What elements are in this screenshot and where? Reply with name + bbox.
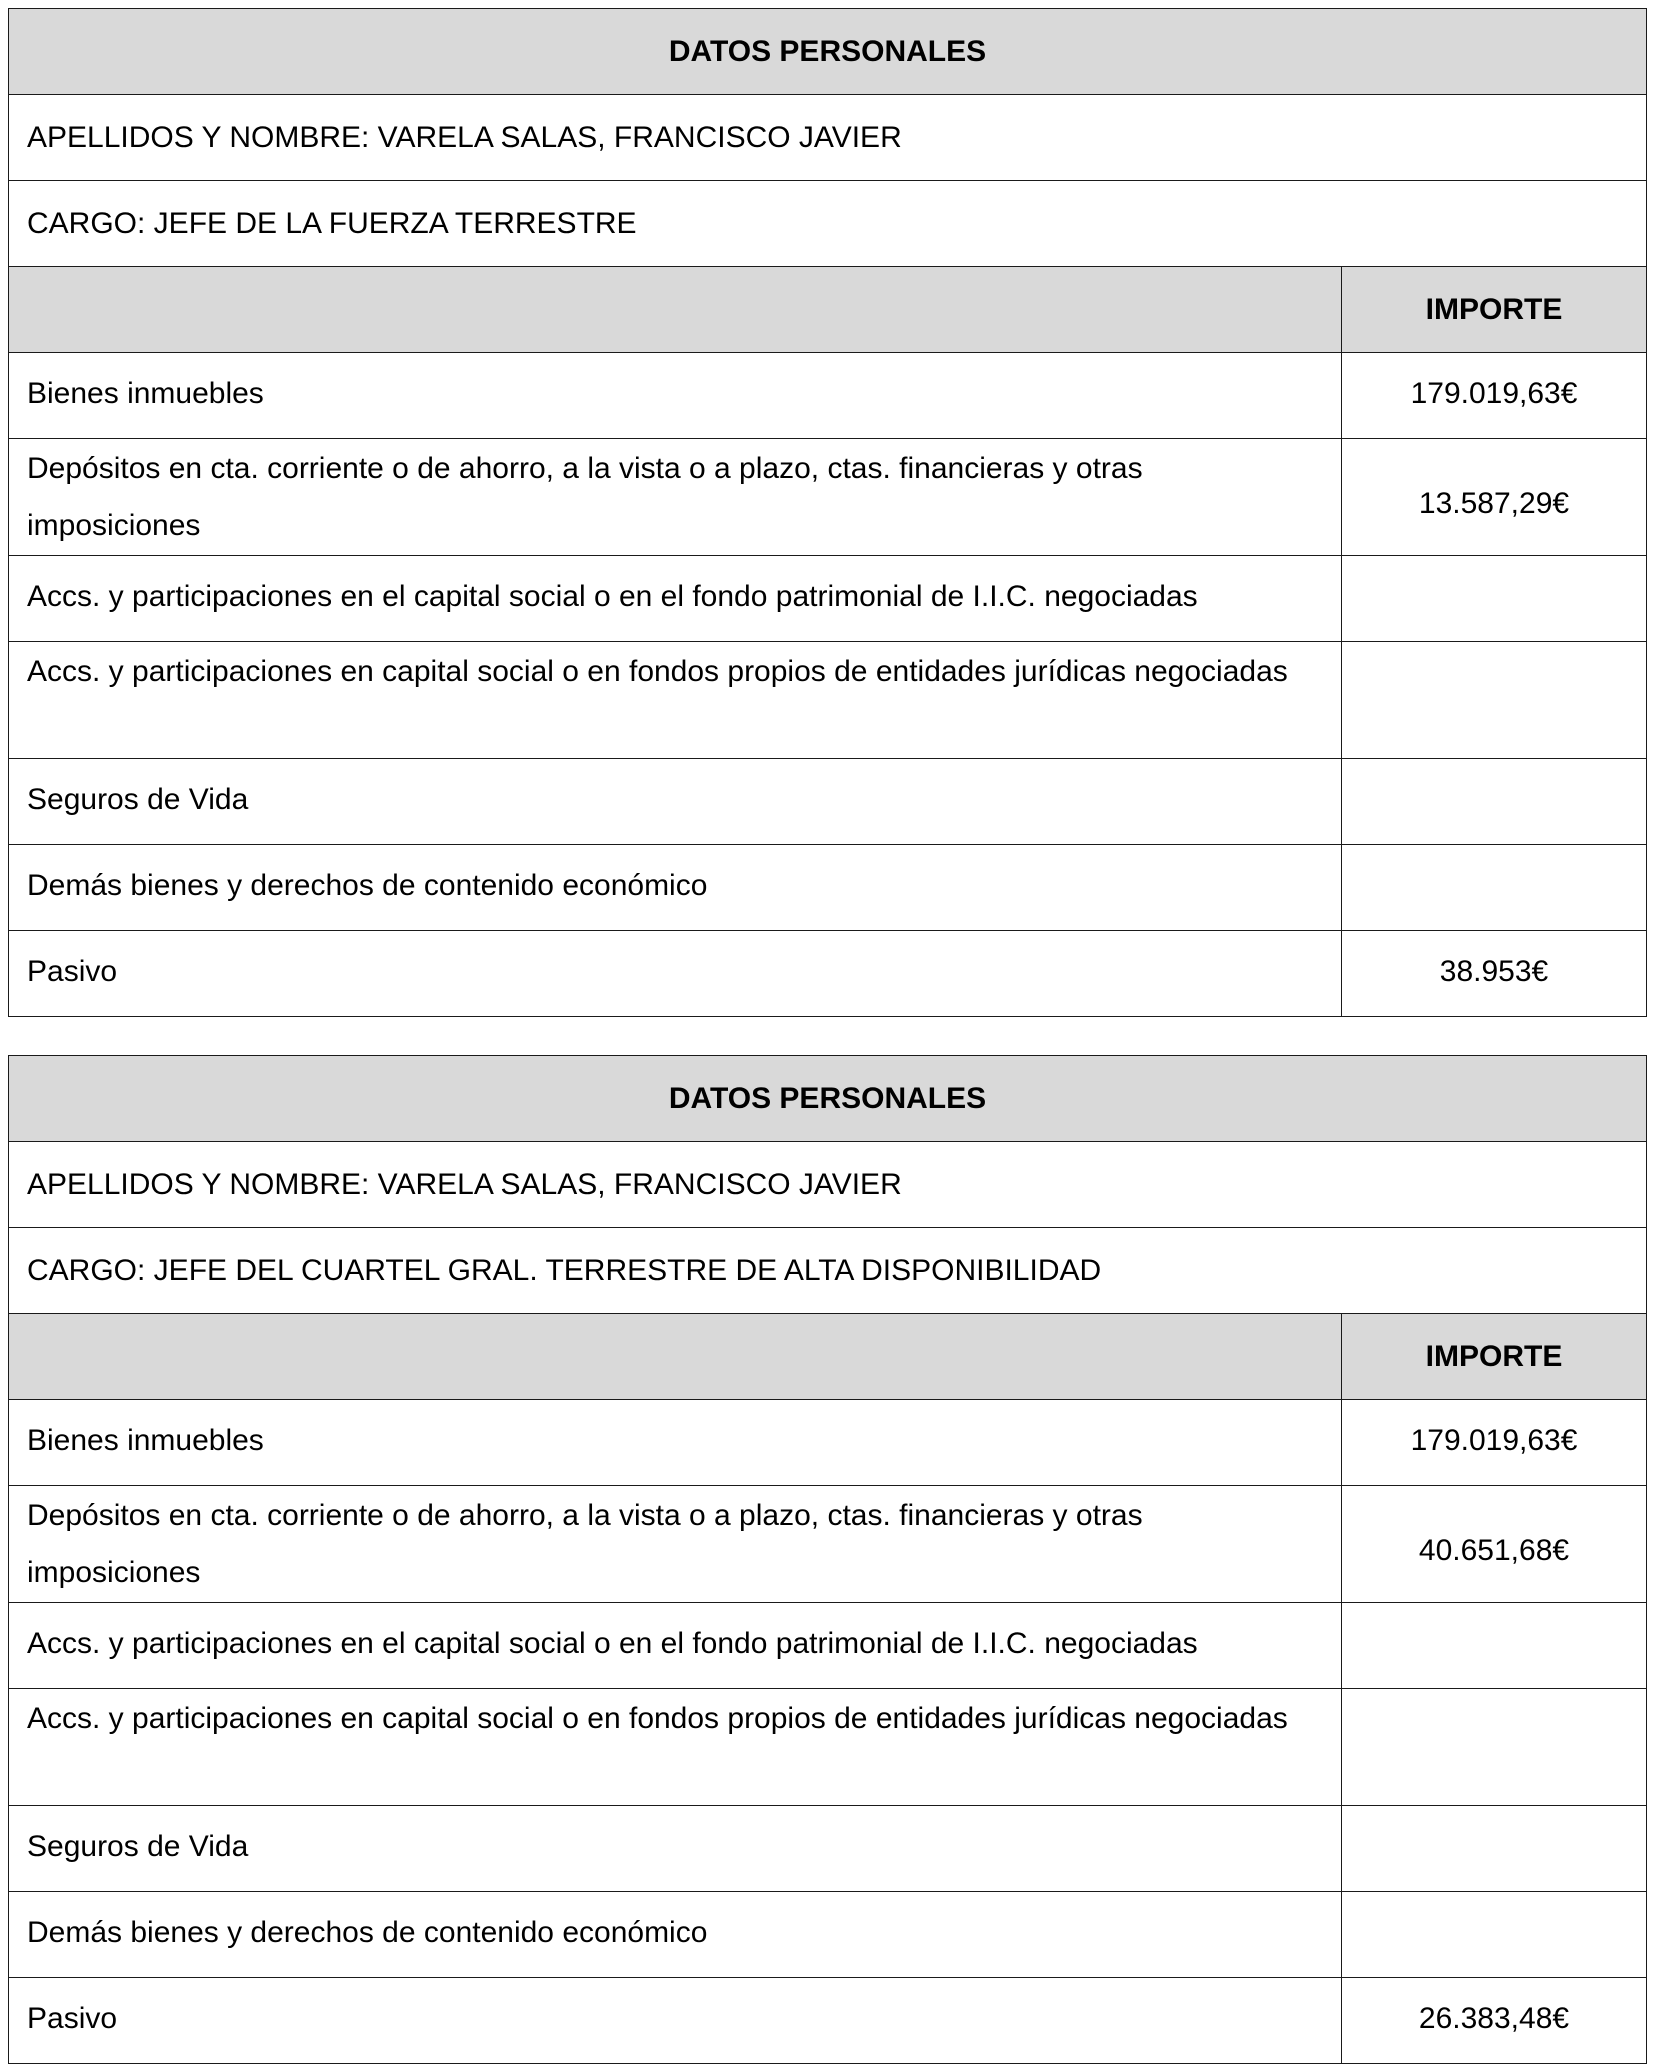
table-row: [9, 1892, 1647, 1978]
row-label: Accs. y participaciones en capital social o en fondos propios de entidades jurídicas negociadas: [9, 1689, 1342, 1806]
row-amount: 40.651,68€: [1342, 1486, 1647, 1603]
row-amount: 179.019,63€: [1342, 1400, 1647, 1486]
table-row: [9, 931, 1647, 1017]
table-row: [9, 1603, 1647, 1689]
row-label: Demás bienes y derechos de contenido económico: [9, 1892, 1342, 1978]
row-label: Pasivo: [9, 931, 1342, 1017]
name-row: [9, 1142, 1647, 1228]
title-row: [9, 1056, 1647, 1142]
position: CARGO: JEFE DE LA FUERZA TERRESTRE: [9, 181, 1647, 267]
row-amount: [1342, 1892, 1647, 1978]
position: CARGO: JEFE DEL CUARTEL GRAL. TERRESTRE DE ALTA DISPONIBILIDAD: [9, 1228, 1647, 1314]
name-row: [9, 95, 1647, 181]
row-label: Accs. y participaciones en capital social o en fondos propios de entidades jurídicas negociadas: [9, 642, 1342, 759]
amount-column-header: IMPORTE: [1342, 267, 1647, 353]
row-amount: 179.019,63€: [1342, 353, 1647, 439]
row-amount: 38.953€: [1342, 931, 1647, 1017]
table-row: [9, 556, 1647, 642]
row-amount: [1342, 759, 1647, 845]
row-amount: [1342, 1806, 1647, 1892]
table-row: [9, 439, 1647, 556]
full-name: APELLIDOS Y NOMBRE: VARELA SALAS, FRANCISCO JAVIER: [9, 95, 1647, 181]
full-name: APELLIDOS Y NOMBRE: VARELA SALAS, FRANCISCO JAVIER: [9, 1142, 1647, 1228]
row-amount: 13.587,29€: [1342, 439, 1647, 556]
table-row: [9, 759, 1647, 845]
label-column-header: [9, 267, 1342, 353]
table-row: [9, 1806, 1647, 1892]
row-amount: [1342, 845, 1647, 931]
row-label: Demás bienes y derechos de contenido económico: [9, 845, 1342, 931]
row-label: Bienes inmuebles: [9, 1400, 1342, 1486]
table-row: [9, 1978, 1647, 2064]
row-amount: [1342, 1689, 1647, 1806]
table-row: [9, 1400, 1647, 1486]
row-label: Pasivo: [9, 1978, 1342, 2064]
table-row: [9, 1486, 1647, 1603]
row-amount: [1342, 642, 1647, 759]
position-row: [9, 181, 1647, 267]
row-label: Depósitos en cta. corriente o de ahorro, a la vista o a plazo, ctas. financieras y otras imposiciones: [9, 1486, 1342, 1603]
row-label: Accs. y participaciones en el capital social o en el fondo patrimonial de I.I.C. negociadas: [9, 1603, 1342, 1689]
section-title: DATOS PERSONALES: [9, 9, 1647, 95]
row-amount: [1342, 556, 1647, 642]
table-row: [9, 845, 1647, 931]
section-title: DATOS PERSONALES: [9, 1056, 1647, 1142]
column-header-row: [9, 267, 1647, 353]
row-label: Bienes inmuebles: [9, 353, 1342, 439]
row-label: Accs. y participaciones en el capital social o en el fondo patrimonial de I.I.C. negociadas: [9, 556, 1342, 642]
label-column-header: [9, 1314, 1342, 1400]
table-row: [9, 353, 1647, 439]
table-row: [9, 1689, 1647, 1806]
row-label: Seguros de Vida: [9, 759, 1342, 845]
row-label: Seguros de Vida: [9, 1806, 1342, 1892]
position-row: [9, 1228, 1647, 1314]
row-label: Depósitos en cta. corriente o de ahorro, a la vista o a plazo, ctas. financieras y otras imposiciones: [9, 439, 1342, 556]
amount-column-header: IMPORTE: [1342, 1314, 1647, 1400]
row-amount: [1342, 1603, 1647, 1689]
table-row: [9, 642, 1647, 759]
declaration-table-2: [8, 1055, 1647, 2064]
title-row: [9, 9, 1647, 95]
row-amount: 26.383,48€: [1342, 1978, 1647, 2064]
declaration-table-1: [8, 8, 1647, 1017]
column-header-row: [9, 1314, 1647, 1400]
